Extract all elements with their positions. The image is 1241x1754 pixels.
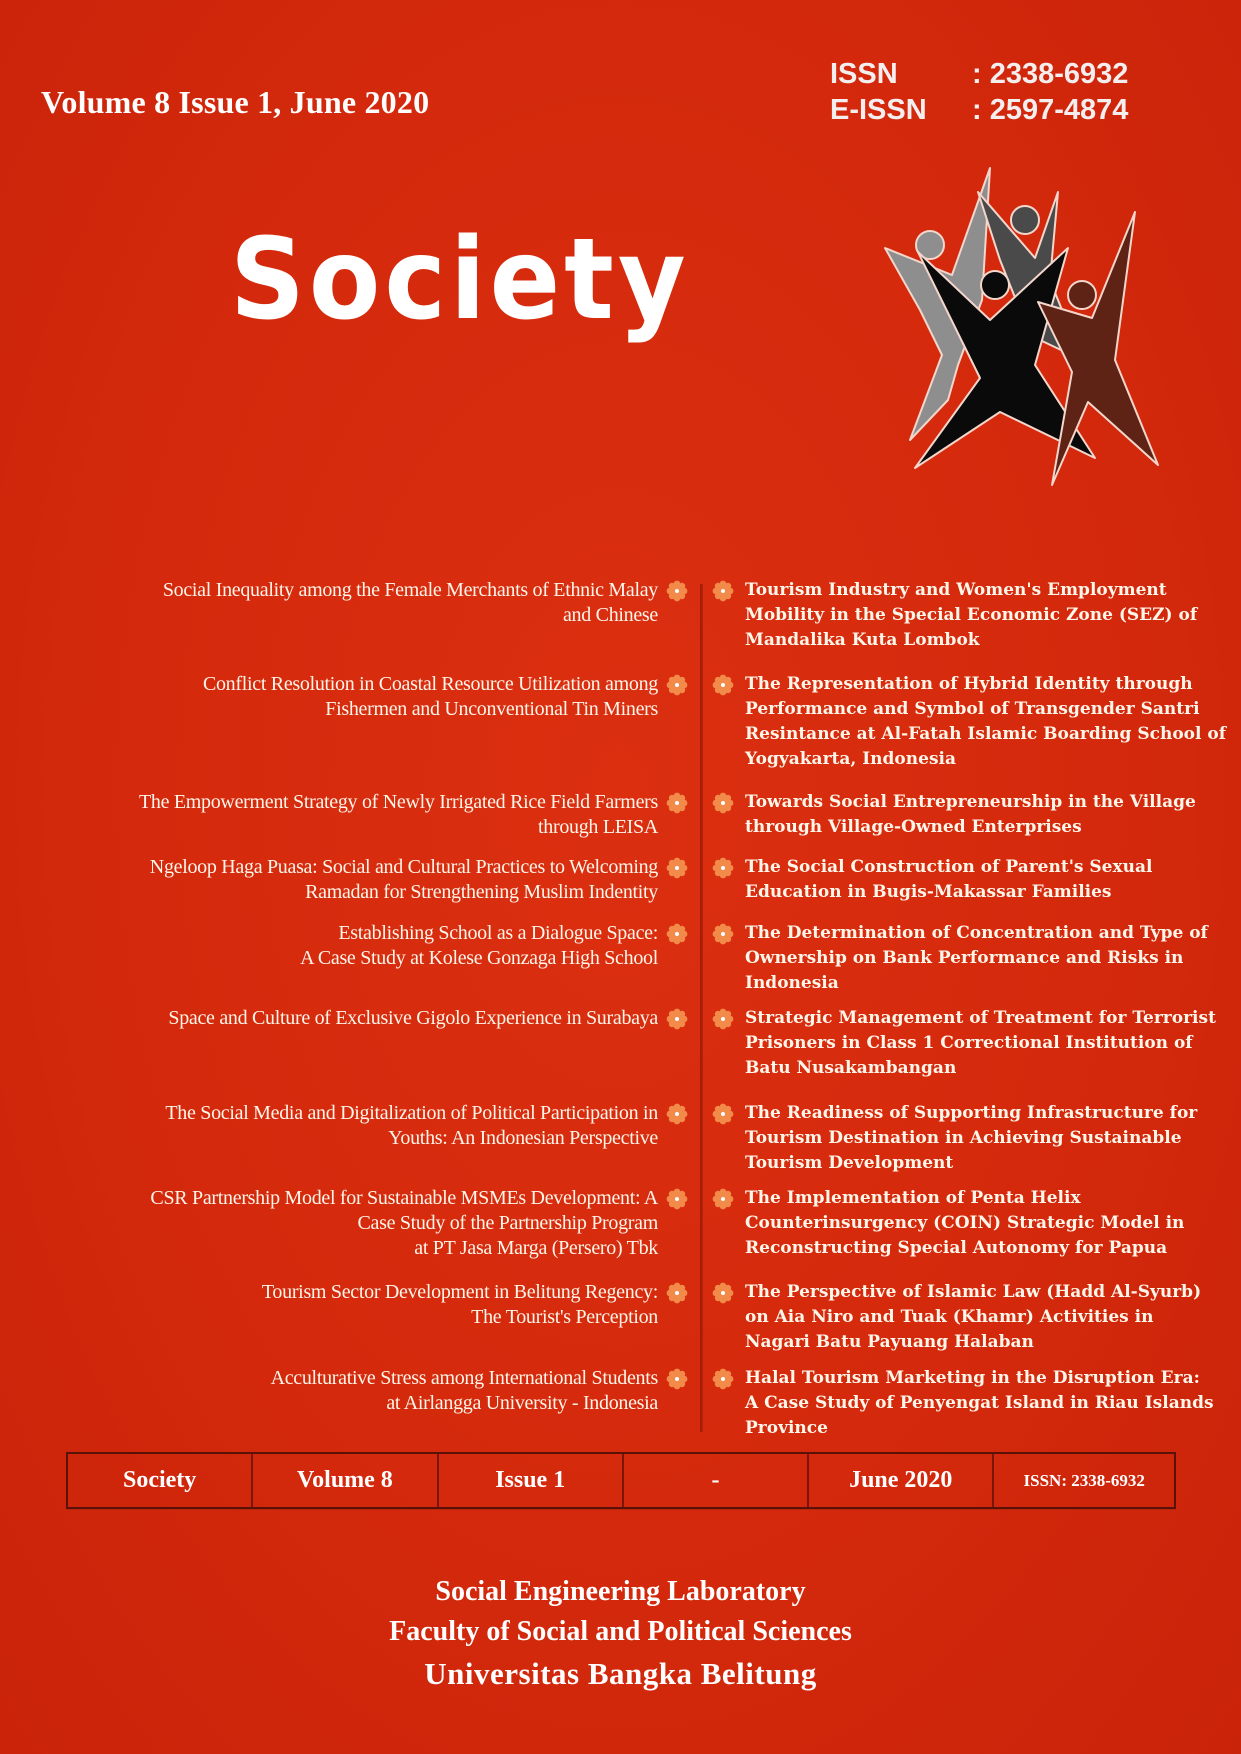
- eissn-value: : 2597-4874: [972, 94, 1129, 126]
- flower-bullet-icon: [712, 674, 734, 696]
- flower-bullet-icon: [712, 1368, 734, 1390]
- eissn-row: [830, 92, 1128, 128]
- article-right-6[interactable]: [710, 1006, 1230, 1081]
- article-title: Social Inequality among the Female Merchants of Ethnic Malay and Chinese: [162, 579, 658, 626]
- info-cell-date: June 2020: [809, 1454, 994, 1507]
- article-title: The Perspective of Islamic Law (Hadd Al-Syurb) on Aia Niro and Tuak (Khamr) Activities in Nagari Batu Payuang Halaban: [745, 1282, 1202, 1352]
- table-of-contents: [0, 578, 1241, 1448]
- issn-row: [830, 56, 1128, 92]
- article-title: Tourism Sector Development in Belitung Regency: The Tourist's Perception: [261, 1281, 658, 1328]
- flower-bullet-icon: [666, 580, 688, 602]
- flower-bullet-icon: [712, 857, 734, 879]
- publisher-lab: Social Engineering Laboratory: [435, 1576, 806, 1607]
- article-title: CSR Partnership Model for Sustainable MSMEs Development: A Case Study of the Partnership Program at PT Jasa Marga (Persero) Tbk: [150, 1187, 658, 1259]
- flower-bullet-icon: [666, 857, 688, 879]
- publisher-footer: [0, 1572, 1241, 1696]
- dancing-figures-logo-icon: [860, 150, 1180, 500]
- flower-bullet-icon: [712, 923, 734, 945]
- flower-bullet-icon: [712, 792, 734, 814]
- article-title: The Empowerment Strategy of Newly Irrigated Rice Field Farmers through LEISA: [138, 791, 658, 838]
- article-title: Tourism Industry and Women's Employment Mobility in the Special Economic Zone (SEZ) of Mandalika Kuta Lombok: [745, 580, 1198, 650]
- flower-bullet-icon: [666, 674, 688, 696]
- article-title: Ngeloop Haga Puasa: Social and Cultural Practices to Welcoming Ramadan for Strengthening Muslim Indentity: [149, 856, 658, 903]
- article-left-10[interactable]: [271, 1366, 690, 1416]
- issue-info-bar: [66, 1452, 1176, 1509]
- article-right-1[interactable]: [710, 578, 1230, 653]
- flower-bullet-icon: [666, 1188, 688, 1210]
- info-cell-journal: Society: [68, 1454, 253, 1507]
- article-title: Conflict Resolution in Coastal Resource Utilization among Fishermen and Unconventional Tin Miners: [202, 673, 658, 720]
- article-title: Space and Culture of Exclusive Gigolo Experience in Surabaya: [168, 1007, 658, 1029]
- issn-block: [830, 56, 1128, 128]
- info-cell-pages: -: [624, 1454, 809, 1507]
- publisher-university: Universitas Bangka Belitung: [424, 1656, 817, 1691]
- article-left-4[interactable]: [150, 855, 690, 905]
- publisher-faculty: Faculty of Social and Political Sciences: [389, 1616, 852, 1647]
- issn-label: ISSN: [830, 58, 898, 90]
- article-left-2[interactable]: [203, 672, 690, 722]
- flower-bullet-icon: [666, 1008, 688, 1030]
- eissn-label: E-ISSN: [830, 94, 927, 126]
- article-left-6[interactable]: [168, 1006, 690, 1031]
- article-title: The Representation of Hybrid Identity through Performance and Symbol of Transgender Santri Resintance at Al-Fatah Islamic Boarding School of Yogyakarta, Indonesia: [745, 674, 1227, 769]
- article-title: Acculturative Stress among International Students at Airlangga University - Indonesia: [270, 1367, 658, 1414]
- article-right-4[interactable]: [710, 855, 1230, 905]
- flower-bullet-icon: [712, 1008, 734, 1030]
- flower-bullet-icon: [712, 1188, 734, 1210]
- flower-bullet-icon: [666, 792, 688, 814]
- article-title: Strategic Management of Treatment for Terrorist Prisoners in Class 1 Correctional Institution of Batu Nusakambangan: [745, 1008, 1216, 1078]
- article-right-2[interactable]: [710, 672, 1230, 772]
- flower-bullet-icon: [666, 923, 688, 945]
- info-cell-issue: Issue 1: [439, 1454, 624, 1507]
- article-right-5[interactable]: [710, 921, 1230, 996]
- article-left-9[interactable]: [262, 1280, 690, 1330]
- article-title: The Social Media and Digitalization of Political Participation in Youths: An Indonesian Perspective: [165, 1102, 658, 1149]
- article-right-9[interactable]: [710, 1280, 1230, 1355]
- issn-value: : 2338-6932: [972, 58, 1129, 90]
- article-title: Establishing School as a Dialogue Space: A Case Study at Kolese Gonzaga High School: [300, 922, 658, 969]
- column-divider: [700, 584, 703, 1432]
- flower-bullet-icon: [666, 1282, 688, 1304]
- flower-bullet-icon: [712, 1103, 734, 1125]
- info-cell-volume: Volume 8: [253, 1454, 438, 1507]
- article-right-8[interactable]: [710, 1186, 1230, 1261]
- volume-issue-date: Volume 8 Issue 1, June 2020: [41, 84, 430, 120]
- flower-bullet-icon: [712, 1282, 734, 1304]
- article-left-7[interactable]: [165, 1101, 690, 1151]
- article-right-3[interactable]: [710, 790, 1230, 840]
- flower-bullet-icon: [712, 580, 734, 602]
- article-title: The Readiness of Supporting Infrastructure for Tourism Destination in Achieving Sustainable Tourism Development: [745, 1103, 1198, 1173]
- article-title: The Social Construction of Parent's Sexual Education in Bugis-Makassar Families: [745, 857, 1153, 902]
- flower-bullet-icon: [666, 1103, 688, 1125]
- journal-title: Society: [230, 213, 690, 345]
- article-right-10[interactable]: [710, 1366, 1230, 1441]
- article-title: The Determination of Concentration and Type of Ownership on Bank Performance and Risks in Indonesia: [745, 923, 1208, 993]
- article-left-5[interactable]: [300, 921, 690, 971]
- article-title: Towards Social Entrepreneurship in the Village through Village-Owned Enterprises: [745, 792, 1196, 837]
- article-left-1[interactable]: [163, 578, 690, 628]
- article-title: The Implementation of Penta Helix Counterinsurgency (COIN) Strategic Model in Reconstructing Special Autonomy for Papua: [745, 1188, 1185, 1258]
- article-left-8[interactable]: [150, 1186, 690, 1261]
- article-right-7[interactable]: [710, 1101, 1230, 1176]
- info-cell-issn: ISSN: 2338-6932: [1023, 1470, 1145, 1490]
- article-title: Halal Tourism Marketing in the Disruption Era: A Case Study of Penyengat Island in Riau Islands Province: [745, 1368, 1214, 1438]
- article-left-3[interactable]: [139, 790, 690, 840]
- flower-bullet-icon: [666, 1368, 688, 1390]
